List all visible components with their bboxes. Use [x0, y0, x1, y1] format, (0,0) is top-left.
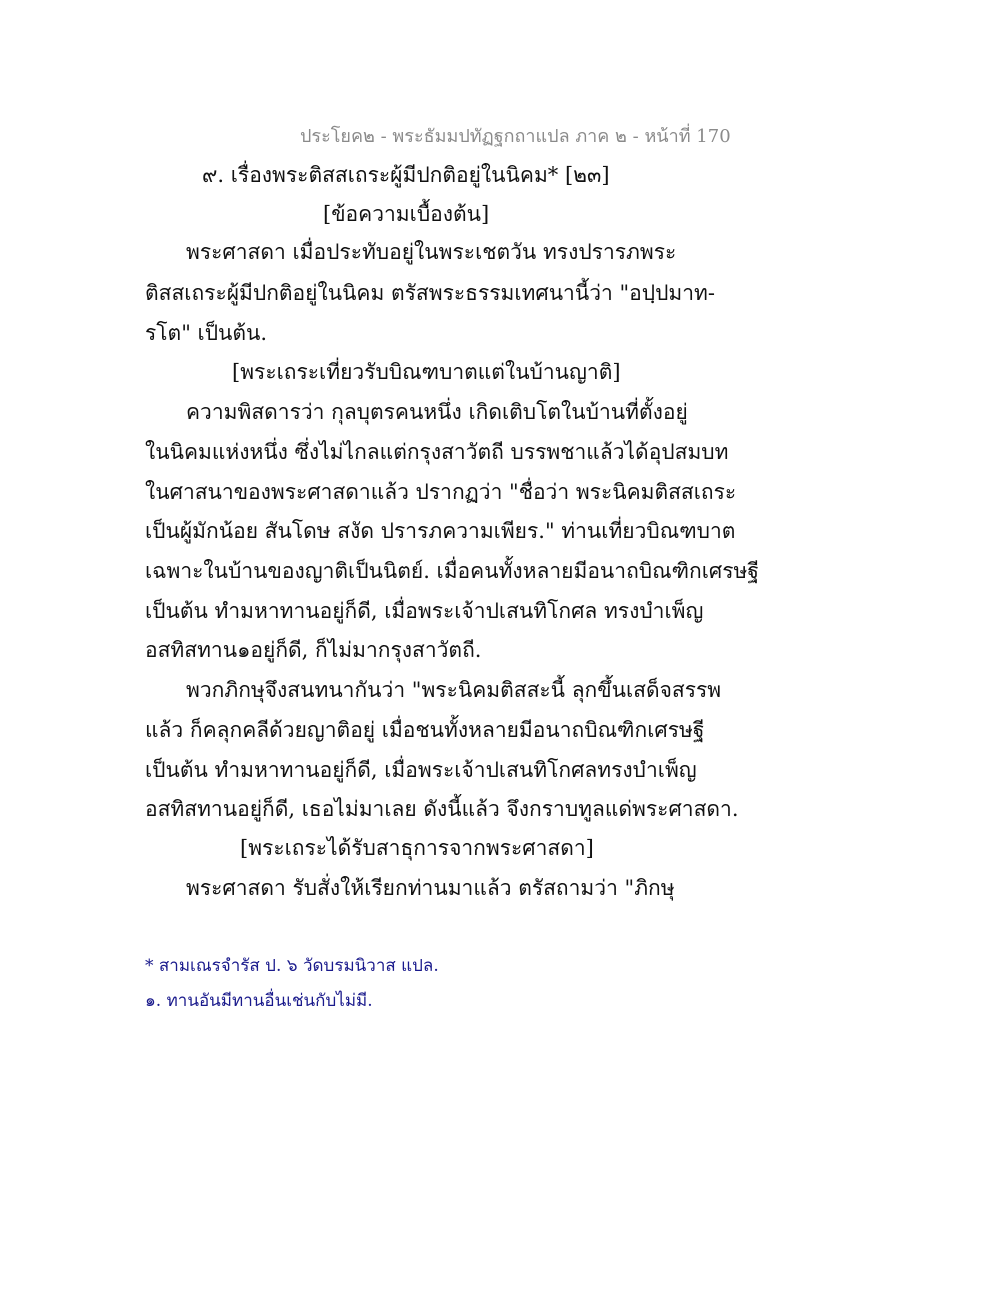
footnote: ๑. ทานอันมีทานอื่นเช่นกับไม่มี. — [145, 991, 373, 1011]
text-line: แล้ว ก็คลุกคลีด้วยญาติอยู่ เมื่อชนทั้งหลายมีอนาถบิณฑิกเศรษฐี — [145, 718, 705, 742]
text-line: พวกภิกษุจึงสนทนากันว่า "พระนิคมติสสะนี้ ลุกขึ้นเสด็จสรรพ — [186, 678, 722, 702]
running-head: ประโยค๒ - พระธัมมปทัฏฐกถาแปล ภาค ๒ - หน้าที่ 170 — [300, 126, 731, 147]
text-line: ติสสเถระผู้มีปกติอยู่ในนิคม ตรัสพระธรรมเทศนานี้ว่า "อปฺปมาท- — [145, 281, 715, 305]
text-line: เป็นผู้มักน้อย สันโดษ สงัด ปรารภความเพียร." ท่านเที่ยวบิณฑบาต — [145, 519, 736, 543]
intro-heading: [ข้อความเบื้องต้น] — [323, 202, 490, 226]
text-line: พระศาสดา เมื่อประทับอยู่ในพระเชตวัน ทรงปรารภพระ — [186, 240, 677, 264]
section2-heading: [พระเถระได้รับสาธุการจากพระศาสดา] — [240, 836, 594, 860]
section1-heading: [พระเถระเที่ยวรับบิณฑบาตแต่ในบ้านญาติ] — [232, 360, 621, 384]
text-line: พระศาสดา รับสั่งให้เรียกท่านมาแล้ว ตรัสถามว่า "ภิกษุ — [186, 876, 675, 900]
text-line: เฉพาะในบ้านของญาติเป็นนิตย์. เมื่อคนทั้งหลายมีอนาถบิณฑิกเศรษฐี — [145, 559, 759, 583]
text-line: ความพิสดารว่า กุลบุตรคนหนึ่ง เกิดเติบโตในบ้านที่ตั้งอยู่ — [186, 400, 688, 424]
text-line: ในนิคมแห่งหนึ่ง ซึ่งไม่ไกลแต่กรุงสาวัตถี บรรพชาแล้วได้อุปสมบท — [145, 440, 729, 464]
text-line: อสทิสทานอยู่ก็ดี, เธอไม่มาเลย ดังนี้แล้ว จึงกราบทูลแด่พระศาสดา. — [145, 797, 739, 821]
footnote: * สามเณรจำรัส ป. ๖ วัดบรมนิวาส แปล. — [145, 956, 439, 976]
text-line: รโต" เป็นต้น. — [145, 321, 268, 345]
text-line: อสทิสทาน๑อยู่ก็ดี, ก็ไม่มากรุงสาวัตถี. — [145, 638, 482, 662]
story-title: ๙. เรื่องพระติสสเถระผู้มีปกติอยู่ในนิคม* [๒๓] — [202, 163, 610, 187]
text-line: เป็นต้น ทำมหาทานอยู่ก็ดี, เมื่อพระเจ้าปเสนทิโกศลทรงบำเพ็ญ — [145, 758, 697, 782]
text-line: ในศาสนาของพระศาสดาแล้ว ปรากฏว่า "ชื่อว่า พระนิคมติสสเถระ — [145, 480, 737, 504]
text-line: เป็นต้น ทำมหาทานอยู่ก็ดี, เมื่อพระเจ้าปเสนทิโกศล ทรงบำเพ็ญ — [145, 599, 704, 623]
